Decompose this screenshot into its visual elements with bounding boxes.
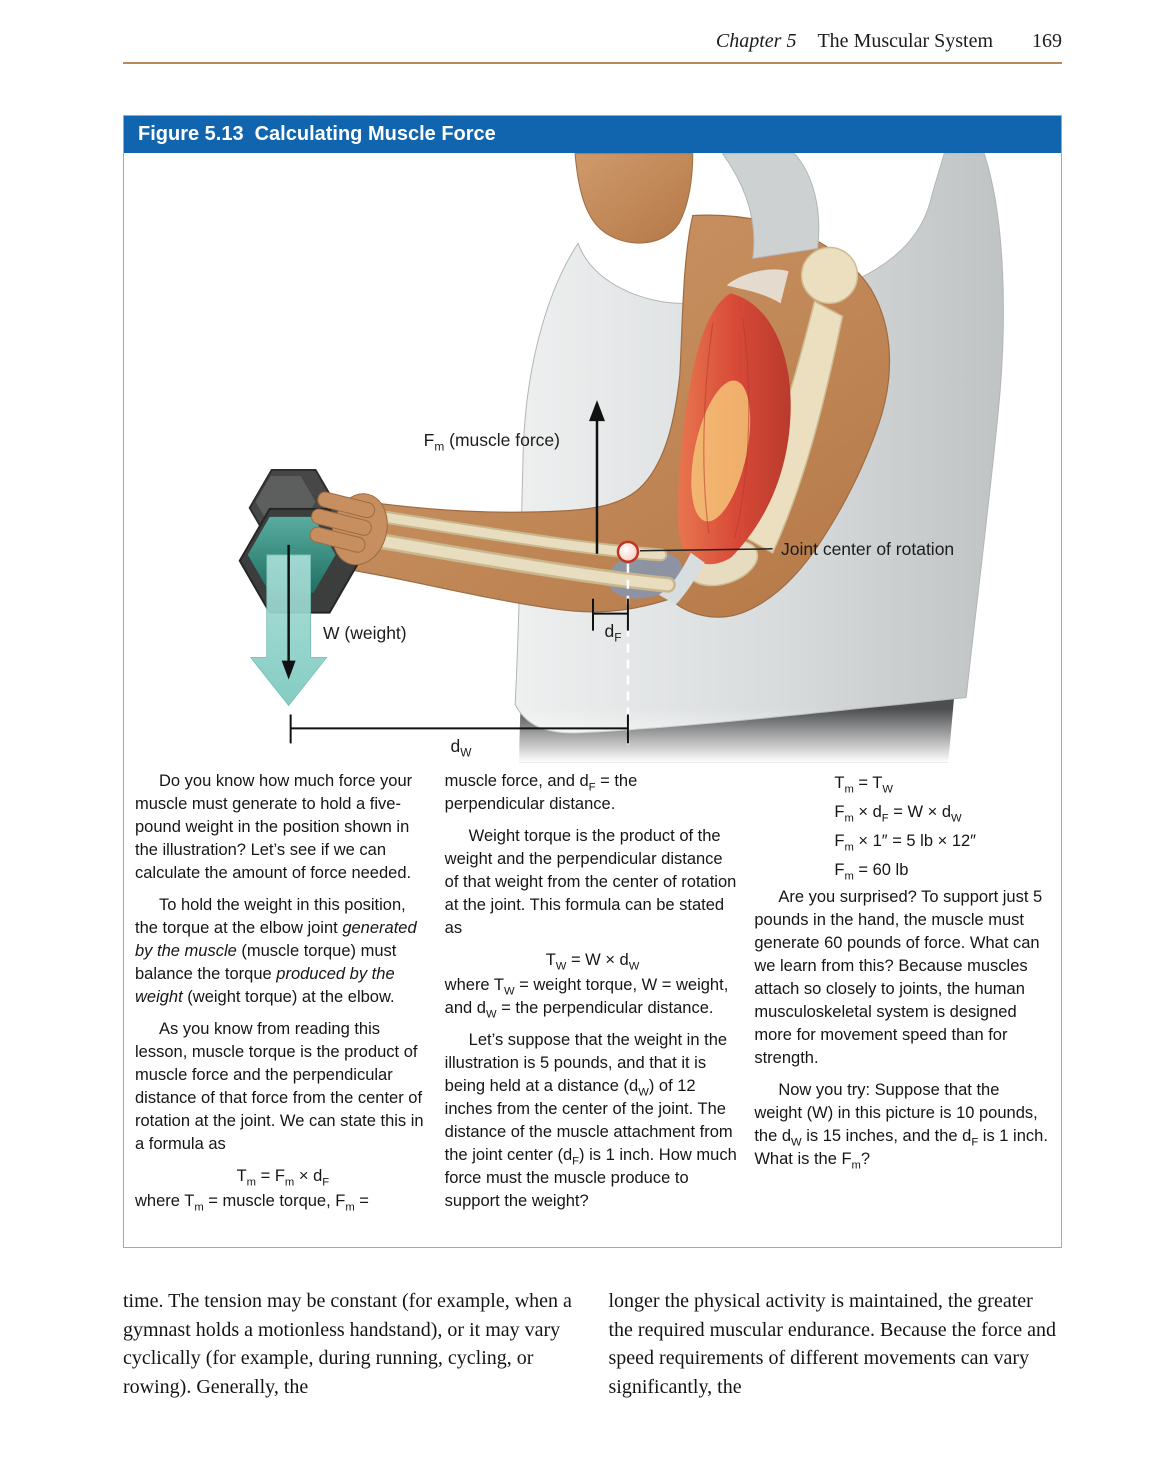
neck (575, 154, 693, 243)
solution-equation: $T_m = T_W$ (834, 774, 893, 796)
caption-paragraph: Are you surprised? To support just 5 pounds in the hand, the muscle must generate 60 pounds of force. What can we learn from this? Because muscles attach so closely to joints, the human musculoskeletal system is designed more for movement speed than for strength. (754, 888, 1043, 1067)
muscle-force-label: $F_m$ (muscle force) (423, 430, 560, 454)
arm-illustration-svg (124, 153, 1061, 763)
figure-label: Figure 5.13 (138, 123, 244, 145)
page-header (123, 30, 1062, 64)
caption-paragraph: muscle force, and $d_F$ = the perpendicular distance. (444, 772, 638, 813)
figure-illustration (124, 153, 1061, 763)
weight-torque-formula: $T_W = W \times d_W$ (545, 951, 640, 973)
figure-caption (124, 763, 1061, 1222)
caption-paragraph: As you know from reading this lesson, muscle torque is the product of muscle force and the perpendicular distance of that force from the center of rotation at the joint. We can state this in a formula as (135, 1020, 424, 1153)
distance-weight-label: $d_W$ (450, 736, 472, 760)
caption-paragraph: Weight torque is the product of the weight and the perpendicular distance of that weight from the center of rotation at the joint. This formula can be stated as (444, 827, 737, 937)
solution-equation: $F_m = 60$ lb (834, 861, 909, 883)
header-rule (123, 62, 1062, 64)
caption-paragraph: where $T_W$ = weight torque, W = weight, and $d_W$ = the perpendicular distance. (444, 976, 729, 1021)
solution-equation: $F_m \times 1'' = 5$ lb × 12″ (834, 832, 977, 854)
bottom-fade (124, 708, 1061, 762)
caption-paragraph: Now you try: Suppose that the weight (W) in this picture is 10 pounds, the $d_W$ is 15 inches, and the $d_F$ is 1 inch. What is the $F_m$? (754, 1081, 1048, 1172)
body-text (123, 1287, 1060, 1401)
caption-paragraph: To hold the weight in this position, the torque at the elbow joint generated by the muscle (muscle torque) must balance the torque produced by the weight (weight torque) at the elbow. (135, 896, 417, 1006)
caption-paragraph: Let’s suppose that the weight in the illustration is 5 pounds, and that it is being held at a distance $(d_W)$ of 12 inches from the center of the joint. The distance of the muscle attachment from the joint center $(d_F)$ is 1 inch. How much force must the muscle produce to support the weight? (444, 1031, 737, 1210)
caption-column-3 (754, 770, 1050, 1222)
page-number: 169 (1032, 30, 1062, 52)
weight-label: W (weight) (323, 623, 407, 643)
figure-title-bar (124, 116, 1061, 153)
distance-force-label: $d_F$ (604, 621, 622, 645)
joint-center-marker (618, 542, 638, 562)
figure-title: Calculating Muscle Force (254, 123, 496, 145)
caption-column-2 (445, 770, 741, 1222)
dumbbell (240, 470, 395, 613)
chapter-label: Chapter 5 (715, 30, 797, 52)
caption-paragraph: where $T_m$ = muscle torque, $F_m$ = (135, 1192, 369, 1214)
figure-box (123, 115, 1062, 1248)
muscle-torque-formula: $T_m = F_m \times d_F$ (236, 1167, 330, 1189)
body-text-left-column: time. The tension may be constant (for example, when a gymnast holds a motionless handstand), or it may vary cyclically (for example, during running, cycling, or rowing). Generally, the (123, 1290, 572, 1398)
joint-center-label: Joint center of rotation (781, 539, 955, 559)
section-title: The Muscular System (817, 30, 993, 52)
solution-equation: $F_m \times d_F = W \times d_W$ (834, 803, 962, 825)
caption-paragraph: Do you know how much force your muscle must generate to hold a five-pound weight in the position shown in the illustration? Let’s see if we can calculate the amount of force needed. (135, 772, 413, 882)
body-text-right-column: longer the physical activity is maintained, the greater the required muscular endurance. Because the force and speed requirements of different movements can vary significantly, the (608, 1290, 1057, 1398)
caption-column-1 (135, 770, 431, 1222)
